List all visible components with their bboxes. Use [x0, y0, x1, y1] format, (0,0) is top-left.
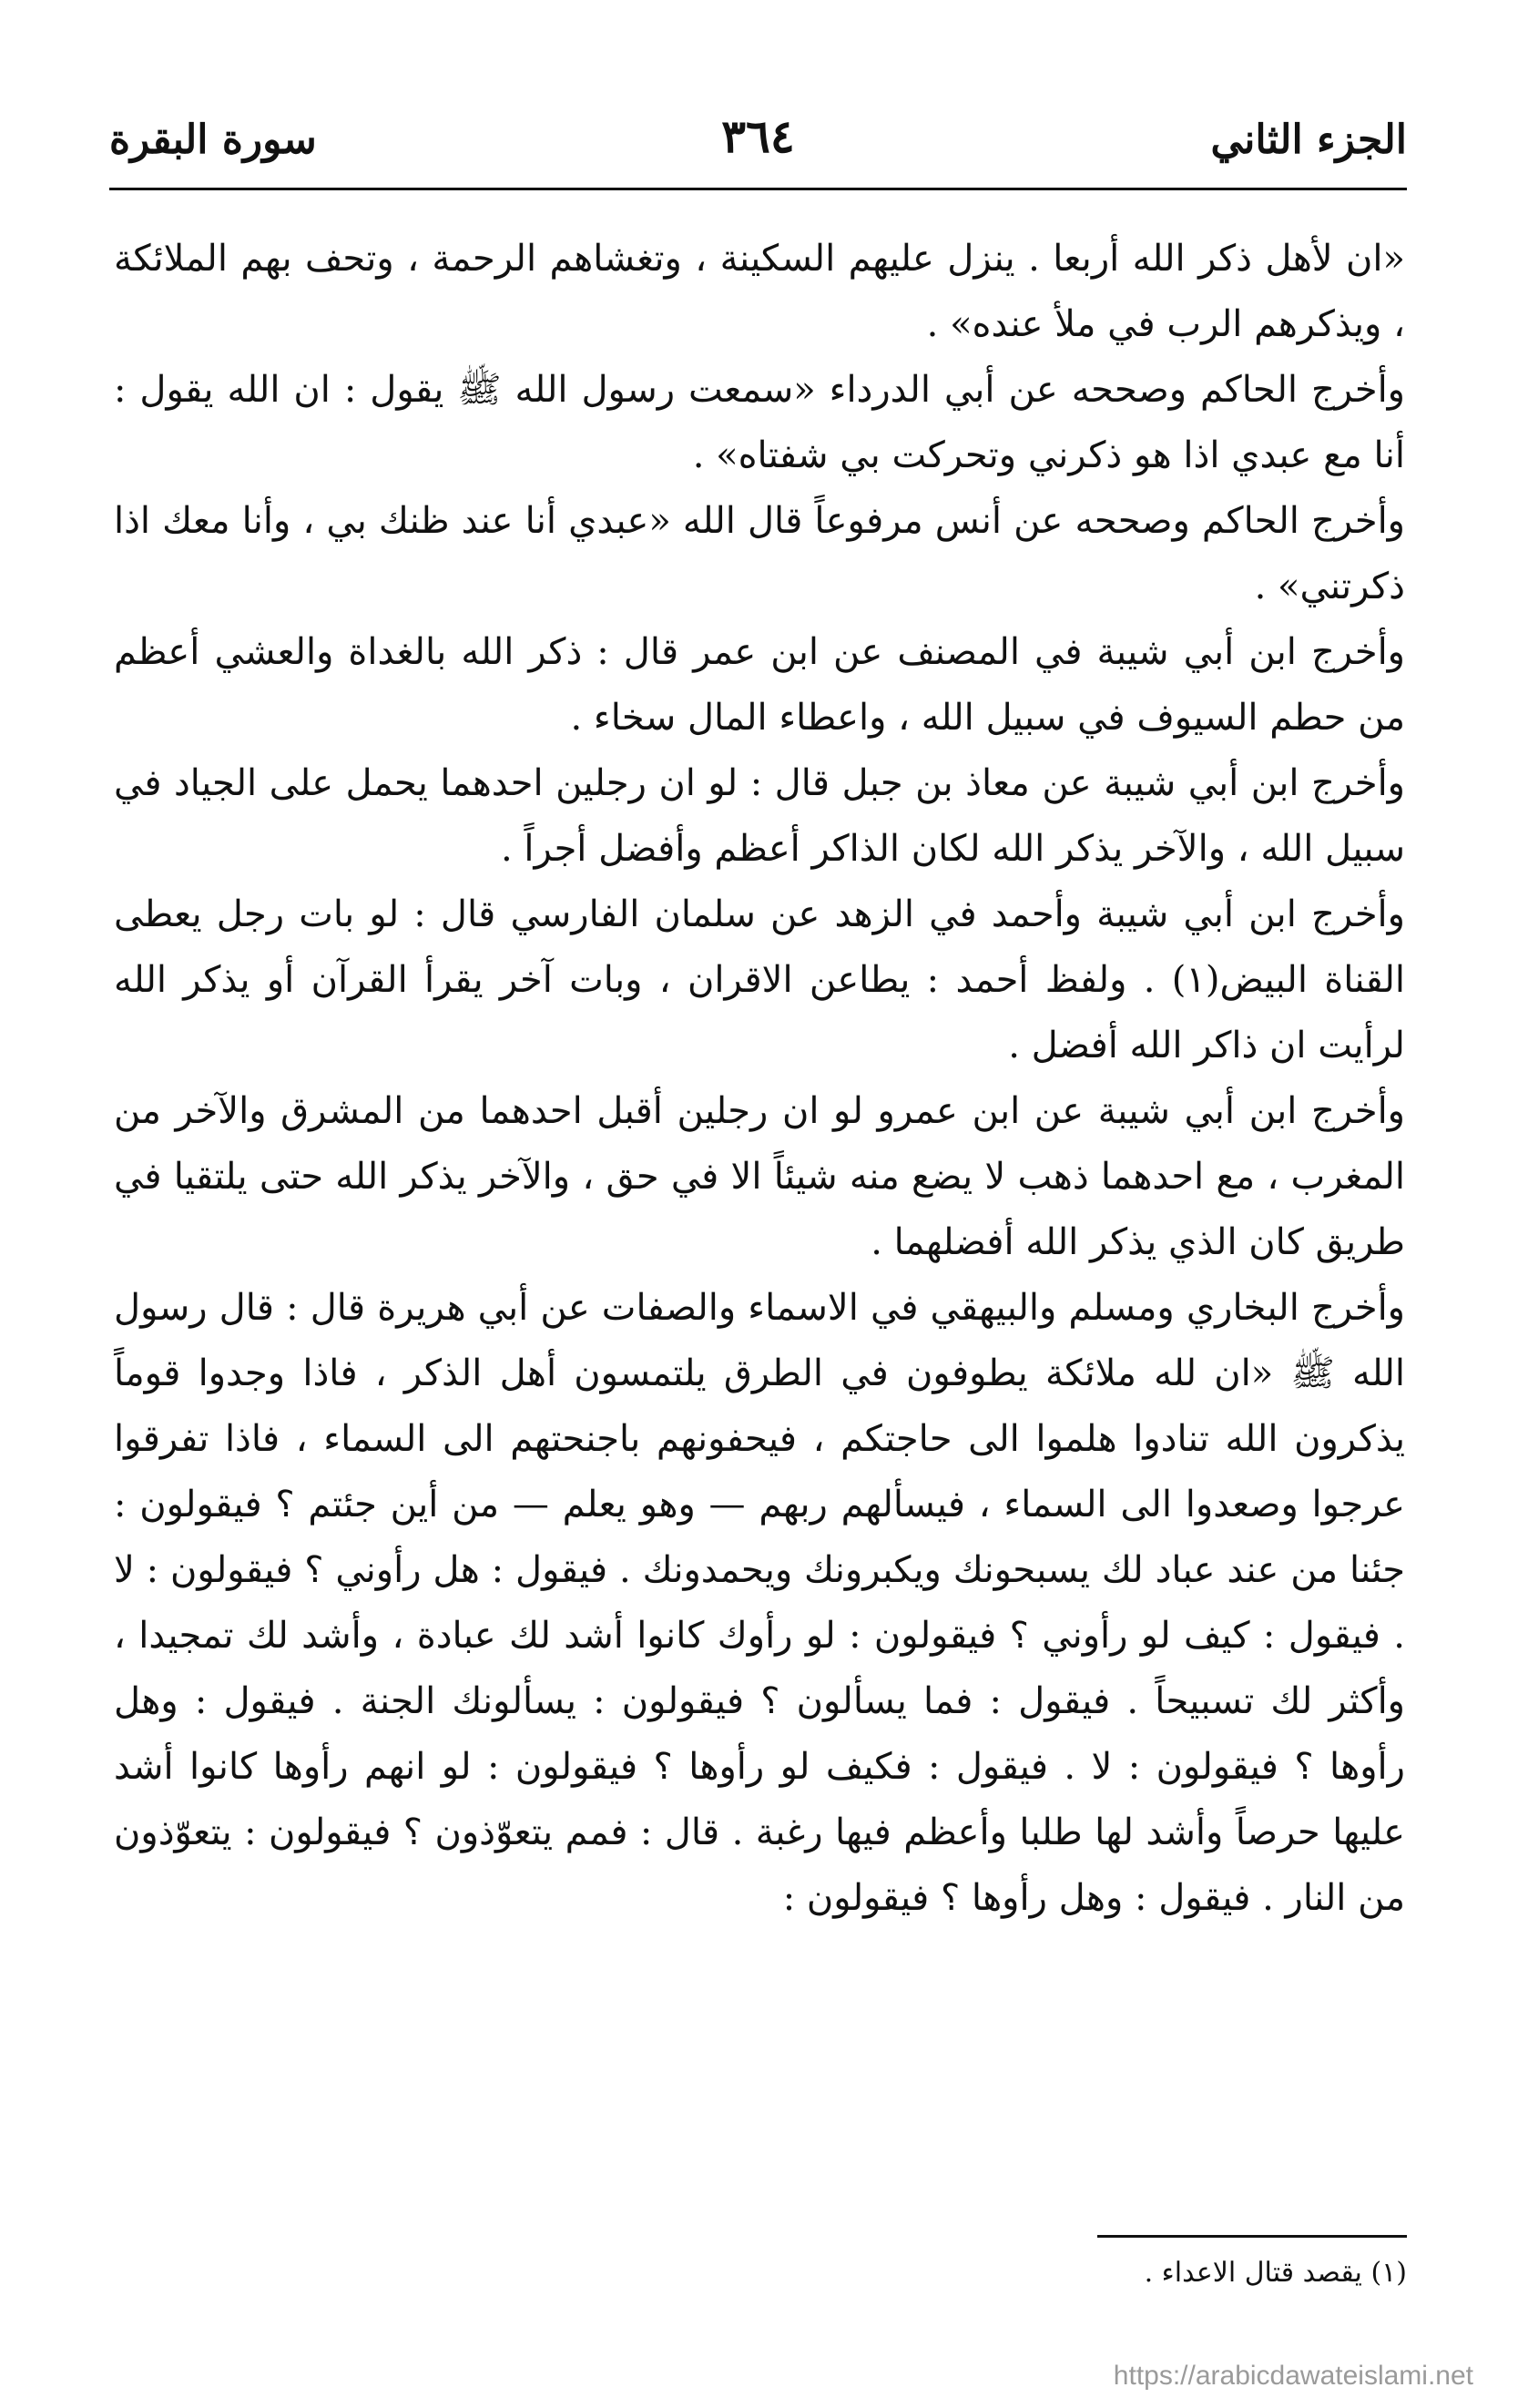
footnote: (١) يقصد قتال الاعداء . [1144, 2257, 1407, 2289]
page-number: ٣٦٤ [721, 109, 795, 163]
paragraph: وأخرج ابن أبي شيبة عن معاذ بن جبل قال : لو ان رجلين احدهما يحمل على الجياد في سبيل الله ، والآخر يذكر الله لكان الذاكر أعظم وأفضل أجراً . [114, 762, 1405, 870]
paragraph: وأخرج الحاكم وصححه عن أبي الدرداء «سمعت رسول الله ﷺ يقول : ان الله يقول : أنا مع عبدي اذا هو ذكرني وتحركت بي شفتاه» . [114, 369, 1406, 476]
volume-label: الجزء الثاني [1210, 117, 1407, 163]
paragraph: «ان لأهل ذكر الله أربعا . ينزل عليهم السكينة ، وتغشاهم الرحمة ، وتحف بهم الملائكة ، ويذكرهم الرب في ملأ عنده» . [114, 238, 1405, 345]
footnote-divider [1097, 2235, 1407, 2238]
paragraph: وأخرج الحاكم وصححه عن أنس مرفوعاً قال الله «عبدي أنا عند ظنك بي ، وأنا معك اذا ذكرتني» . [114, 500, 1405, 607]
page-header [109, 109, 1407, 182]
surah-label: سورة البقرة [109, 117, 317, 163]
paragraph: وأخرج ابن أبي شيبة وأحمد في الزهد عن سلمان الفارسي قال : لو بات رجل يعطى القناة البيض(١) . ولفظ أحمد : يطاعن الاقران ، وبات آخر يقرأ القرآن أو يذكر الله لرأيت ان ذاكر الله أفضل . [114, 893, 1405, 1066]
source-watermark: https://arabicdawateislami.net [1113, 2361, 1473, 2391]
paragraph: وأخرج ابن أبي شيبة عن ابن عمرو لو ان رجلين أقبل احدهما من المشرق والآخر من المغرب ، مع احدهما ذهب لا يضع منه شيئاً الا في حق ، والآخر يذكر الله حتى يلتقيا في طريق كان الذي يذكر الله أفضلهما . [114, 1090, 1405, 1263]
main-text [114, 226, 1405, 1931]
paragraph: وأخرج ابن أبي شيبة في المصنف عن ابن عمر قال : ذكر الله بالغداة والعشي أعظم من حطم السيوف في سبيل الله ، واعطاء المال سخاء . [114, 631, 1405, 739]
header-divider [109, 188, 1407, 190]
paragraph: وأخرج البخاري ومسلم والبيهقي في الاسماء والصفات عن أبي هريرة قال : قال رسول الله ﷺ «ان لله ملائكة يطوفون في الطرق يلتمسون أهل الذكر ، فاذا وجدوا قوماً يذكرون الله تنادوا هلموا الى حاجتكم ، فيحفونهم باجنحتهم الى السماء ، فاذا تفرقوا عرجوا وصعدوا الى السماء ، فيسألهم ربهم — وهو يعلم — من أين جئتم ؟ فيقولون : جئنا من عند عباد لك يسبحونك ويكبرونك ويحمدونك . فيقول : هل رأوني ؟ فيقولون : لا . فيقول : كيف لو رأوني ؟ فيقولون : لو رأوك كانوا أشد لك عبادة ، وأشد لك تمجيدا ، وأكثر لك تسبيحاً . فيقول : فما يسألون ؟ فيقولون : يسألونك الجنة . فيقول : وهل رأوها ؟ فيقولون : لا . فيقول : فكيف لو رأوها ؟ فيقولون : لو انهم رأوها كانوا أشد عليها حرصاً وأشد لها طلبا وأعظم فيها رغبة . قال : فمم يتعوّذون ؟ فيقولون : يتعوّذون من النار . فيقول : وهل رأوها ؟ فيقولون : [114, 1287, 1406, 1919]
